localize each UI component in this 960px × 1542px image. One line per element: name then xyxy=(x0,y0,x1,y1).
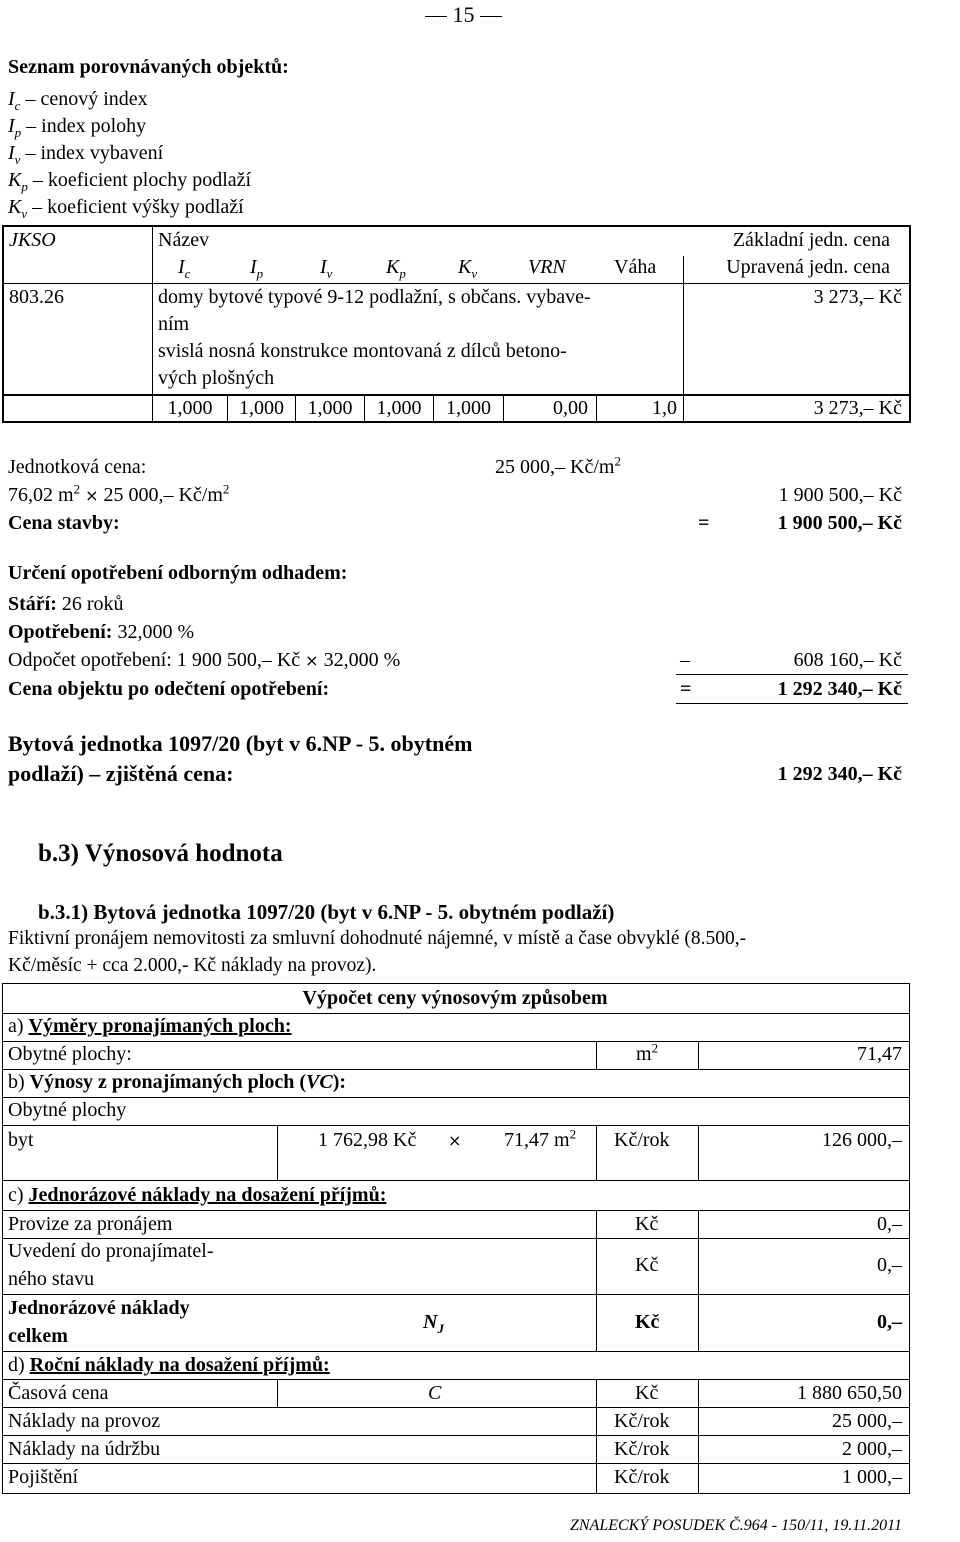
calc-result: 1 900 500,– Kč xyxy=(778,484,902,506)
header-kv: $K_v$ xyxy=(458,256,478,281)
building-cost-label: Cena stavby: xyxy=(8,512,120,534)
provize-unit: Kč xyxy=(635,1213,659,1235)
times-icon: × xyxy=(85,486,99,505)
header-jkso: JKSO xyxy=(9,229,56,251)
table-row-unit: Kč/rok xyxy=(614,1466,670,1488)
table-row-unit: Kč/rok xyxy=(614,1438,670,1460)
unit-result-line1: Bytová jednotka 1097/20 (byt v 6.NP - 5. obytném xyxy=(8,731,473,756)
uvedeni-label: Uvedení do pronajímatel- xyxy=(8,1240,214,1262)
unit-price-label: Jednotková cena: xyxy=(8,456,147,478)
value-ip: 1,000 xyxy=(239,397,284,419)
section-b31-heading: b.3.1) Bytová jednotka 1097/20 (byt v 6.NP - 5. obytném podlaží) xyxy=(38,900,615,924)
row-price: 3 273,– Kč xyxy=(813,286,902,308)
legend-item: $I_p$ – index polohy xyxy=(8,115,147,140)
deduct-sign: – xyxy=(680,649,690,671)
obytne2-label: Obytné plochy xyxy=(8,1099,127,1121)
table-row-label: Náklady na provoz xyxy=(8,1410,161,1432)
after-eq: = xyxy=(680,678,692,700)
header-nazev: Název xyxy=(158,229,210,251)
obytne-label: Obytné plochy: xyxy=(8,1043,132,1065)
value-kp: 1,000 xyxy=(376,397,422,419)
header-ic: $I_c$ xyxy=(178,256,191,281)
adjusted-price: 3 273,– Kč xyxy=(813,397,902,419)
table-row-value: 1 880 650,50 xyxy=(797,1382,902,1404)
legend-title: Seznam porovnávaných objektů: xyxy=(8,56,289,78)
calc-line: 76,02 $m^2 \times 25$ 000,– $Kč/m^2$ xyxy=(8,481,230,506)
uvedeni-unit: Kč xyxy=(635,1254,659,1276)
unit-result-line2: podlaží) – zjištěná cena: xyxy=(8,761,234,786)
table-row-value: 1 000,– xyxy=(842,1466,902,1488)
building-cost-value: 1 900 500,– Kč xyxy=(777,512,902,534)
table-row-label: Náklady na údržbu xyxy=(8,1438,161,1460)
row-code: 803.26 xyxy=(9,286,64,308)
row-name: vých plošných xyxy=(158,367,275,389)
value-iv: 1,000 xyxy=(307,397,353,419)
section-c: c) Jednorázové náklady na dosažení příjmů: xyxy=(8,1184,387,1206)
page-number: 15 xyxy=(425,2,502,28)
section-b: b) Výnosy z pronajímaných ploch (VC): xyxy=(8,1071,347,1093)
table-row-unit: Kč/rok xyxy=(614,1410,670,1432)
obytne-unit: $m^2$ xyxy=(636,1040,659,1065)
table-row-unit: Kč xyxy=(635,1382,659,1404)
value-vrn: 0,00 xyxy=(553,397,588,419)
after-label: Cena objektu po odečtení opotřebení: xyxy=(8,678,330,700)
header-kp: $K_p$ xyxy=(386,256,406,281)
table-row-value: 25 000,– xyxy=(832,1410,902,1432)
byt-value: 126 000,– xyxy=(822,1129,902,1151)
depreciation-heading: Určení opotřebení odborným odhadem: xyxy=(8,562,348,584)
legend-item: $K_v$ – koeficient výšky podlaží xyxy=(8,196,244,221)
value-ic: 1,000 xyxy=(167,397,213,419)
jedn-symbol: $N_J$ xyxy=(423,1311,444,1336)
unit-price-value: 25 000,– $Kč/m^2$ xyxy=(495,453,621,478)
byt-rate: 1 762,98 Kč xyxy=(318,1129,417,1151)
deduct-value: 608 160,– Kč xyxy=(793,649,902,671)
age-line: Stáří: 26 roků xyxy=(8,593,124,615)
footer: ZNALECKÝ POSUDEK Č.964 - 150/11, 19.11.2011 xyxy=(569,1517,902,1534)
table-row-label: Časová cena xyxy=(8,1382,109,1404)
rent-text: Kč/měsíc + cca 2.000,- Kč náklady na provoz). xyxy=(8,955,377,976)
value-vaha: 1,0 xyxy=(652,397,677,419)
yield-table-title: Výpočet ceny výnosovým způsobem xyxy=(302,987,608,1009)
table-row-symbol: C xyxy=(428,1382,442,1404)
row-name: domy bytové typové 9-12 podlažní, s občans. vybave- xyxy=(158,286,591,308)
jedn-value: 0,– xyxy=(877,1311,902,1333)
table-row-value: 2 000,– xyxy=(842,1438,902,1460)
value-kv: 1,000 xyxy=(446,397,491,419)
rent-text: Fiktivní pronájem nemovitosti za smluvní dohodnuté nájemné, v místě a čase obvyklé (8.500,- xyxy=(8,928,747,949)
row-name: ním xyxy=(158,313,190,335)
byt-label: byt xyxy=(8,1129,34,1151)
times-icon: × xyxy=(448,1131,462,1150)
unit-result-value: 1 292 340,– Kč xyxy=(777,763,902,785)
provize-label: Provize za pronájem xyxy=(8,1213,173,1235)
section-a: a) Výměry pronajímaných ploch: xyxy=(8,1015,292,1037)
times-icon: × xyxy=(305,651,319,670)
header-upravena: Upravená jedn. cena xyxy=(726,256,890,278)
obytne-value: 71,47 xyxy=(857,1043,902,1065)
header-iv: $I_v$ xyxy=(320,256,333,281)
byt-unit: Kč/rok xyxy=(614,1129,670,1151)
header-vrn: VRN xyxy=(528,256,566,278)
building-cost-eq: = xyxy=(698,512,710,534)
table-row-label: Pojištění xyxy=(8,1466,79,1488)
uvedeni-label: ného stavu xyxy=(8,1268,95,1290)
section-d: d) Roční náklady na dosažení příjmů: xyxy=(8,1354,330,1376)
provize-value: 0,– xyxy=(877,1213,902,1235)
jedn-label: Jednorázové náklady xyxy=(8,1297,190,1319)
row-name: svislá nosná konstrukce montovaná z dílců betono- xyxy=(158,340,567,362)
header-zakladni: Základní jedn. cena xyxy=(732,229,890,251)
header-vaha: Váha xyxy=(614,256,657,278)
after-value: 1 292 340,– Kč xyxy=(777,678,902,700)
legend-item: $K_p$ – koeficient plochy podlaží xyxy=(8,169,252,194)
jedn-unit: Kč xyxy=(635,1311,660,1333)
legend-item: $I_c$ – cenový index xyxy=(8,88,148,113)
section-b3-heading: b.3) Výnosová hodnota xyxy=(38,840,283,867)
jedn-label: celkem xyxy=(8,1325,68,1347)
legend-item: $I_v$ – index vybavení xyxy=(8,142,164,167)
header-ip: $I_p$ xyxy=(250,256,264,281)
wear-line: Opotřebení: 32,000 % xyxy=(8,621,195,643)
deduct-line: Odpočet opotřebení: 1 900 500,– Kč × 32,000 % xyxy=(8,649,401,671)
byt-area: 71,47 $m^2$ xyxy=(504,1126,577,1151)
uvedeni-value: 0,– xyxy=(877,1254,902,1276)
